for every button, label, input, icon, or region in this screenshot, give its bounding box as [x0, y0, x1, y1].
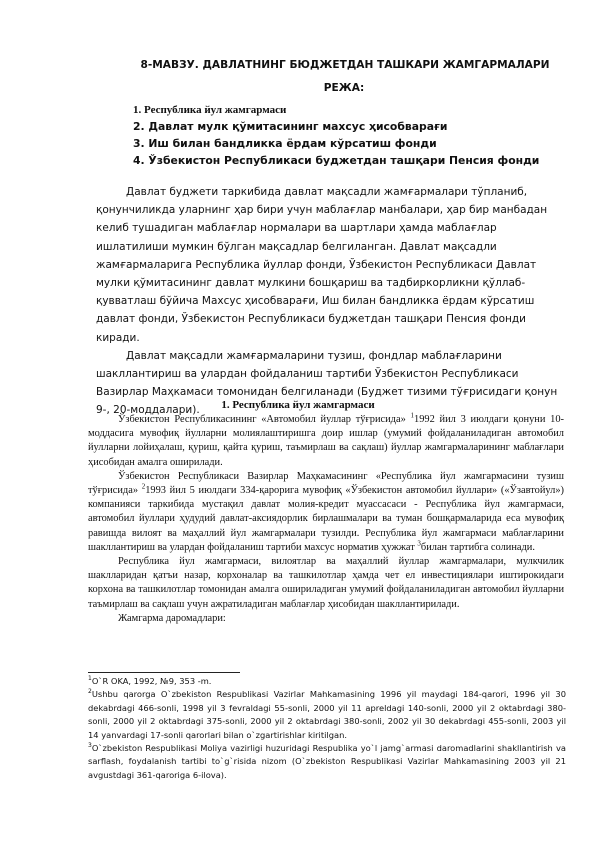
- plan-item: 2. Давлат мулк қўмитасининг махсус ҳисобварағи: [133, 120, 448, 133]
- footnote-mark: 1: [88, 675, 92, 683]
- paragraph-text: 1992 йил 3 июлдаги қонуни 10-моддасига мувофиқ йулларни молиялаштиришга доир ишлар (умумий фойдаланиладиган автомобил йулларни лойиҳалаш, қуриш, қайта қуриш, таъмирлаш ва сақлаш) йуллар жамгармаларининг маблағлари ҳисобидан амалга оширилади.: [88, 414, 564, 468]
- footnote-text: Ushbu qarorga O`zbekiston Respublikasi Vazirlar Mahkamasining 1996 yil maydagi 184-qarori, 1996 yil 30 dekabrdagi 466-sonli, 1998 yil 3 fevraldagi 55-sonli, 2000 yil 11 apreldagi 140-sonli, 2000 yil 2 oktabrdagi 380-sonli, 2000 yil 2 oktabrdagi 375-sonli, 2000 yil 2 oktabrdagi 380-sonli, 2002 yil 30 dekabrdagi 455-sonli, 2003 yil 14 yanvardagi 17-sonli qarorlari bilan o`zgartirishlar kiritilgan.: [88, 689, 566, 740]
- footnote-ref[interactable]: 2: [141, 482, 146, 491]
- intro-paragraph: Давлат буджети таркибида давлат мақсадли жамғармалари тўпланиб, қонунчиликда уларнинг ҳар бири учун маблағлар манбалари, ҳар бир манбадан келиб тушадиган маблағлар нормалари ва шартлари ҳамда маблағлар ишлатилиши мумкин бўлган мақсадлар белгиланган. Давлат мақсадли жамғармаларига Республика йуллар фонди, Ўзбекистон Республикаси Давлат мулки қўмитасининг давлат мулкини бошқариш ва тадбиркорликни қўллаб-қувватлаш бўйича Махсус ҳисобварағи, Иш билан бандликка ёрдам кўрсатиш давлат фонди, Ўзбекистон Республикаси буджетдан ташқари Пенсия фонди киради.: [96, 186, 548, 344]
- paragraph-text: 1993 йил 5 июлдаги 334-қарорига мувофиқ «Ўзбекистон автомобил йуллари» («Ўзавтойул») компанияси таркибида мустақил давлат молия-кредит муассасаси - Республика йул жамгармаси, автомобил йуллари ҳудудий давлат-аксиядорлик бирлашмалари ва туман бошқармаларида еса мувофиқ равишда вилоят ва маҳаллий йул жамгармалари тузилди. Республика йул жамгармаси маблағларини шакллантириш ва улардан фойдаланиш тартиби махсус норматив ҳужжат: [88, 485, 565, 553]
- body-paragraph: [88, 413, 564, 470]
- footnote: [88, 675, 566, 688]
- intro-text: [96, 183, 562, 420]
- paragraph-text: Ўзбекистон Республикаси Вазирлар Маҳкамасининг «Республика йул жамгармасини тузиш тўғрисида»: [88, 470, 564, 497]
- section-title: 1. Республика йул жамгармаси: [221, 399, 375, 411]
- body-paragraph: [88, 470, 564, 555]
- footnotes: [88, 675, 566, 782]
- plan-item: 4. Ўзбекистон Республикаси буджетдан ташқари Пенсия фонди: [133, 154, 540, 167]
- footnote: [88, 742, 566, 782]
- footnote-text: O`zbekiston Respublikasi Moliya vazirligi huzuridagi Respublika yo`l jamg`armasi daromadlarini shakllantirish va sarflash, foydalanish tartibi to`g`risida nizom (O`zbekiston Respublikasi Vazirlar Mahkamasining 2003 yil 21 avgustdagi 361-qaroriga 6-ilova).: [88, 743, 566, 780]
- footnote-text: O`R OKA, 1992, №9, 353 -m.: [91, 676, 212, 686]
- footnote: [88, 688, 566, 742]
- footnote-mark: 3: [88, 742, 92, 750]
- body-paragraph: Республика йул жамгармаси, вилоятлар ва маҳаллий йуллар жамгармалари, мулкчилик шаклларидан қатъи назар, корхоналар ва ташкилотлар ҳамда чет ел инвестициялари иштирокидаги корхона ва ташкилотлар томонидан амалга ошириладиган умумий фойдаланиладиган автомобил йулларни таъмирлаш ва сақлаш учун ажратиладиган маблағлар ҳисобидан шакллантирилади.: [88, 556, 564, 610]
- plan-item: 3. Иш билан бандликка ёрдам кўрсатиш фонди: [133, 137, 437, 150]
- section-body: [88, 413, 564, 626]
- footnote-ref[interactable]: 1: [410, 411, 415, 420]
- paragraph-text: билан тартибга солинади.: [420, 541, 535, 553]
- plan-heading: РЕЖА:: [323, 82, 365, 94]
- paragraph-text: Ўзбекистон Республикасининг «Автомобил йуллар тўғрисида»: [118, 414, 411, 425]
- body-paragraph: Жамгарма даромадлари:: [118, 612, 226, 624]
- footnote-divider: [88, 672, 240, 673]
- intro-paragraph: Давлат мақсадли жамғармаларини тузиш, фондлар маблағларини шакллантириш ва улардан фойдаланиш тартиби Ўзбекистон Республикаси Вазирлар Маҳкамаси томонидан белгиланади (Буджет тизими тўғрисидаги қонун 9-, 20-моддалари).: [96, 349, 558, 417]
- footnote-ref[interactable]: 3: [417, 539, 421, 548]
- plan-list: [133, 102, 539, 169]
- footnote-mark: 2: [88, 688, 92, 696]
- page-title: 8-МАВЗУ. ДАВЛАТНИНГ БЮДЖЕТДАН ТАШКАРИ ЖАМГАРМАЛАРИ: [140, 59, 550, 71]
- plan-item: 1. Республика йул жамгармаси: [133, 104, 287, 116]
